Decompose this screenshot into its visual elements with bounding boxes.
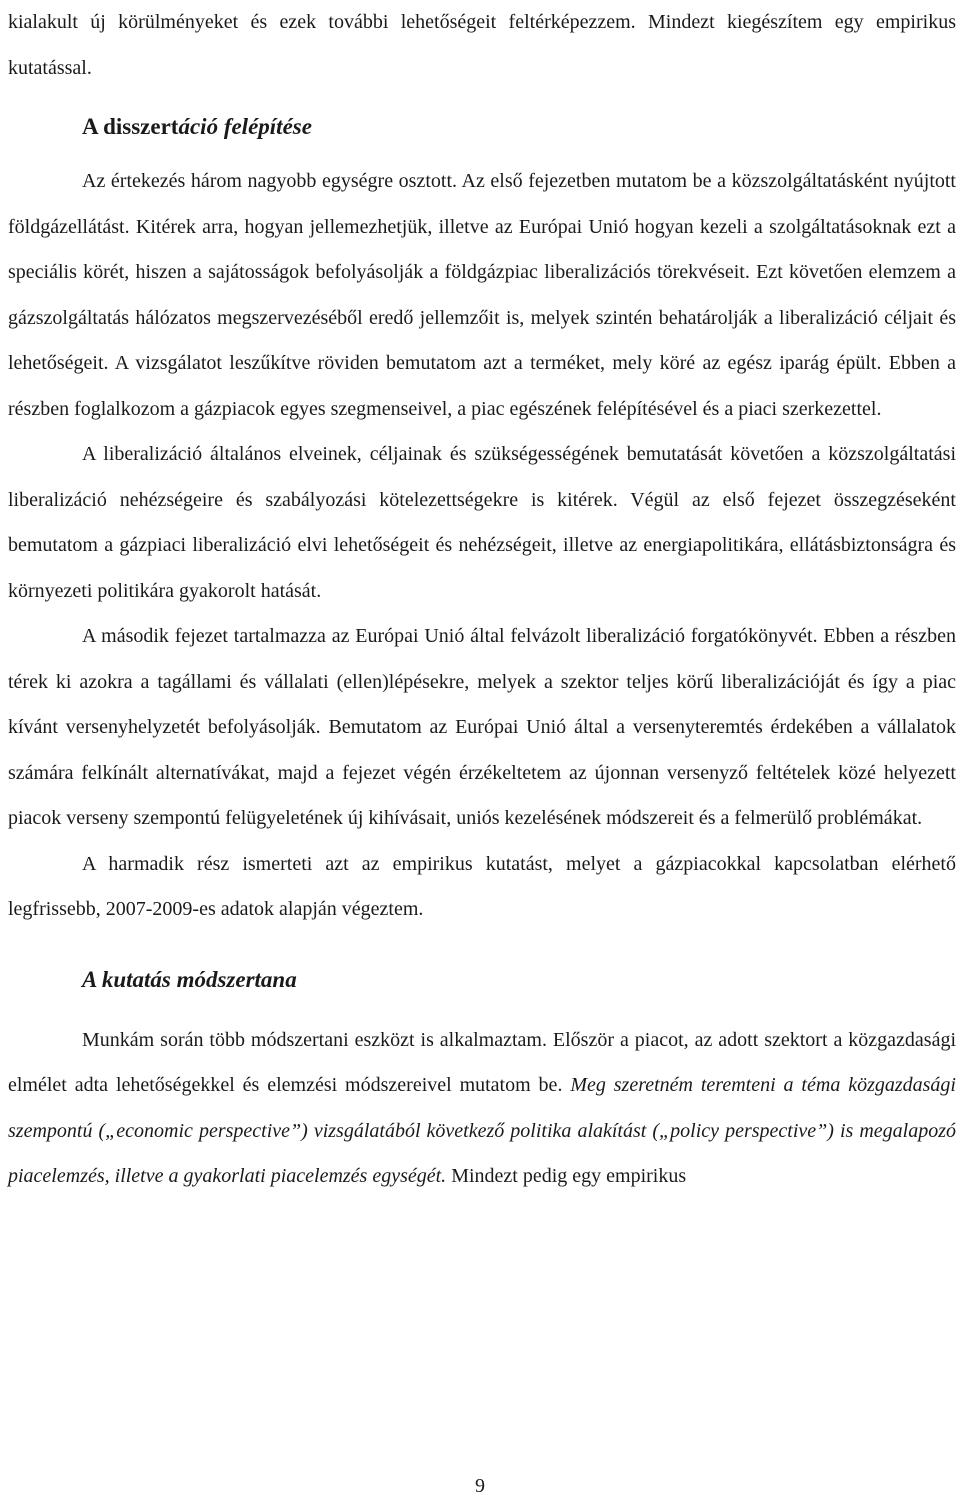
section-heading-italic-part: áció felépítése bbox=[178, 114, 312, 139]
document-page bbox=[8, 0, 956, 1200]
methodology-italic-text: Meg szeretném teremteni a téma közgazdasági szempontú („economic perspective”) vizsgálatából következő politika alakítást („policy perspective”) is megalapozó piacelemzés, illetve a gyakorlati piacelemzés egységét. bbox=[8, 1074, 956, 1187]
paragraph-third-part: A harmadik rész ismerteti azt az empirikus kutatást, melyet a gázpiacokkal kapcsolatban elérhető legfrissebb, 2007-2009-es adatok alapján végeztem. bbox=[8, 852, 956, 920]
section-heading-methodology: A kutatás módszertana bbox=[82, 966, 297, 992]
paragraph-structure-overview: Az értekezés három nagyobb egységre osztott. Az első fejezetben mutatom be a közszolgáltatásként nyújtott földgázellátást. Kitérek arra, hogyan jellemezhetjük, illetve az Európai Unió hogyan kezeli a szolgáltatásoknak ezt a speciális körét, hiszen a sajátosságok befolyásolják a földgázpiac liberalizációs törekvéseit. Ezt követően elemzem a gázszolgáltatás hálózatos megszervezéséből eredő jellemzőit is, melyek szintén behatárolják a liberalizáció céljait és lehetőségeit. A vizsgálatot leszűkítve röviden bemutatom azt a terméket, mely köré az egész iparág épült. Ebben a részben foglalkozom a gázpiacok egyes szegmenseivel, a piac egészének felépítésével és a piaci szerkezettel. bbox=[8, 170, 956, 420]
methodology-text: Munkám során több módszertani eszközt is alkalmaztam. Először a piacot, az adott szektort a közgazdasági elmélet adta lehetőségekkel és elemzési módszereivel mutatom be. bbox=[8, 1028, 956, 1096]
paragraph-second-chapter: A második fejezet tartalmazza az Európai Unió által felvázolt liberalizáció forgatókönyvét. Ebben a részben térek ki azokra a tagállami és vállalati (ellen)lépésekre, melyek a szektor teljes körű liberalizációját és így a piac kívánt versenyhelyzetét befolyásolják. Bemutatom az Európai Unió által a versenyteremtés érdekében a vállalatok számára felkínált alternatívákat, majd a fejezet végén érzékeltetem az újonnan versenyző feltételek közé helyezett piacok verseny szempontú felügyeletének új kihívásait, uniós kezelésének módszereit és a felmerülő problémákat. bbox=[8, 625, 956, 829]
page-number: 9 bbox=[475, 1475, 485, 1497]
paragraph-liberalization-principles: A liberalizáció általános elveinek, céljainak és szükségességének bemutatását követően a közszolgáltatási liberalizáció nehézségeire és szabályozási kötelezettségekre is kitérek. Végül az első fejezet összegzéseként bemutatom a gázpiaci liberalizáció elvi lehetőségeit és nehézségeit, illetve az energiapolitikára, ellátásbiztonságra és környezeti politikára gyakorolt hatását. bbox=[8, 443, 956, 602]
section-heading-upright-part: A disszert bbox=[82, 114, 179, 139]
methodology-tail-text: Mindezt pedig egy empirikus bbox=[446, 1165, 687, 1187]
intro-paragraph: kialakult új körülményeket és ezek további lehetőségeit feltérképezzem. Mindezt kiegészítem egy empirikus kutatással. bbox=[8, 11, 956, 79]
paragraph-methodology bbox=[8, 1018, 956, 1200]
section-heading-structure bbox=[8, 107, 956, 147]
